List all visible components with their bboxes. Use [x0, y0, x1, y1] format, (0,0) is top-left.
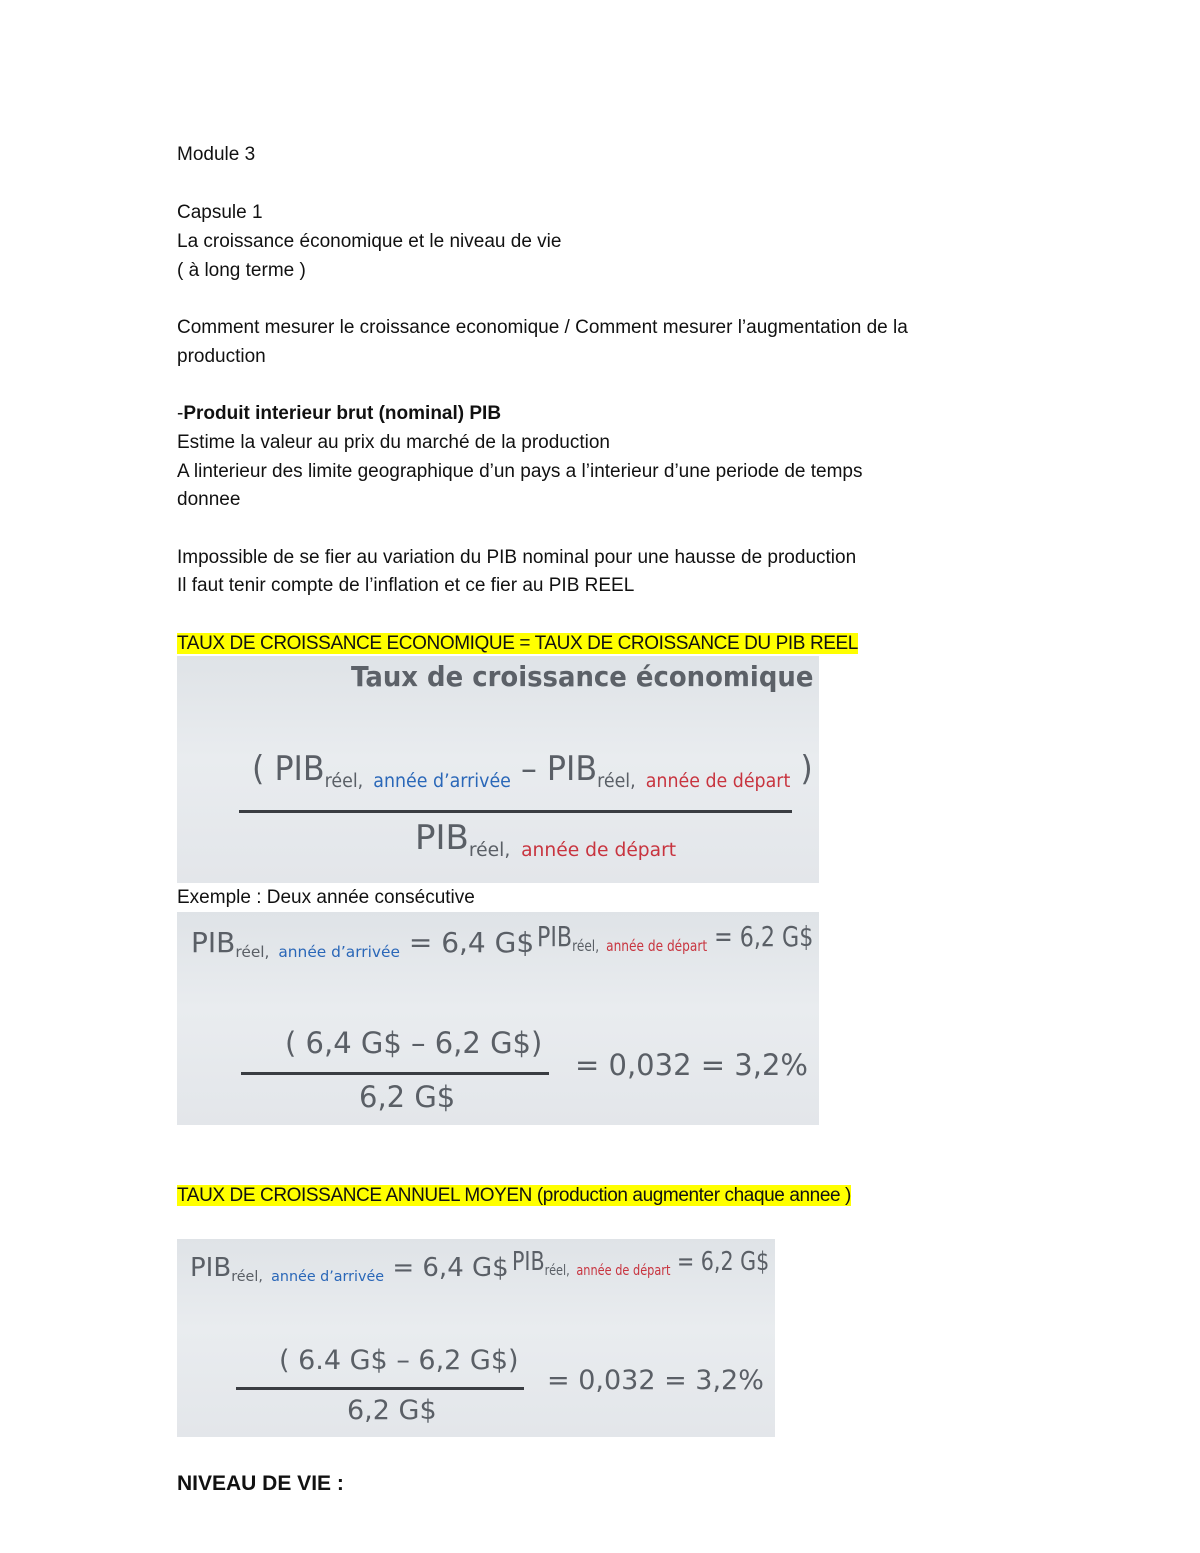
capsule-title: Capsule 1 [177, 202, 263, 223]
example-denominator: 6,2 G$ [359, 1080, 456, 1114]
depart-value-line [512, 1247, 769, 1277]
example-numerator: ( 6,4 G$ – 6,2 G$) [285, 1026, 543, 1060]
pib-label: PIB [274, 749, 325, 789]
formula-title: Taux de croissance économique [351, 660, 814, 693]
fraction-bar [239, 810, 792, 813]
open-paren: ( [252, 749, 265, 789]
highlight-heading-2 [177, 1182, 851, 1210]
arrivee-value: = 6,4 G$ [408, 926, 535, 959]
example-denominator: 6,2 G$ [347, 1395, 437, 1426]
arrivee-value-line [191, 926, 535, 962]
arrivee-label: année d’arrivée [278, 943, 400, 962]
niveau-de-vie-heading: NIVEAU DE VIE : [177, 1472, 344, 1495]
depart-value-line [537, 920, 814, 956]
arrivee-value: = 6,4 G$ [392, 1253, 509, 1283]
fraction-bar [236, 1387, 524, 1390]
depart-label: année de départ [645, 770, 791, 792]
fraction-bar [241, 1072, 549, 1075]
reel-label: réel, [597, 770, 636, 792]
minus-sign: – [520, 749, 537, 789]
question-line-1: Comment mesurer le croissance economique / Comment mesurer l’augmentation de la [177, 317, 908, 338]
pib-dash: - [177, 403, 184, 424]
note-line-2: Il faut tenir compte de l’inflation et ce fier au PIB REEL [177, 575, 635, 596]
highlight-text-1: TAUX DE CROISSANCE ECONOMIQUE = TAUX DE CROISSANCE DU PIB REEL [177, 633, 858, 654]
example-result: = 0,032 = 3,2% [575, 1048, 808, 1082]
pib-heading: Produit interieur brut (nominal) PIB [183, 403, 502, 424]
pib-label: PIB [546, 749, 598, 789]
example-image-2 [177, 1239, 775, 1437]
reel-label: réel, [324, 770, 364, 792]
arrivee-label: année d’arrivée [271, 1269, 385, 1285]
pib-description-2: A linterieur des limite geographique d’un pays a l’interieur d’une periode de temps [177, 461, 863, 482]
arrivee-label: année d’arrivée [373, 770, 511, 792]
note-line-1: Impossible de se fier au variation du PIB nominal pour une hausse de production [177, 547, 857, 568]
highlight-heading-1 [177, 630, 858, 658]
pib-label: PIB [415, 818, 469, 858]
highlight-text-2: TAUX DE CROISSANCE ANNUEL MOYEN (production augmenter chaque annee ) [177, 1185, 851, 1206]
pib-label: PIB [191, 926, 236, 959]
formula-image [177, 656, 819, 883]
reel-label: réel, [544, 1263, 570, 1279]
pib-description-1: Estime la valeur au prix du marché de la production [177, 432, 611, 453]
pib-description-3: donnee [177, 489, 241, 510]
question-line-2: production [177, 346, 266, 367]
reel-label: réel, [468, 839, 511, 861]
depart-label: année de départ [576, 1263, 671, 1279]
reel-label: réel, [231, 1269, 263, 1285]
pib-label: PIB [190, 1253, 232, 1283]
pib-label: PIB [537, 920, 573, 953]
capsule-subject: La croissance économique et le niveau de vie [177, 231, 562, 252]
close-paren: ) [800, 749, 813, 789]
example-result: = 0,032 = 3,2% [547, 1365, 764, 1396]
example-numerator: ( 6.4 G$ – 6,2 G$) [279, 1345, 519, 1376]
example-image-1 [177, 912, 819, 1125]
capsule-term: ( à long terme ) [177, 260, 306, 281]
arrivee-value-line [190, 1253, 509, 1283]
depart-label: année de départ [606, 937, 708, 956]
depart-value: = 6,2 G$ [676, 1247, 770, 1277]
pib-label: PIB [512, 1247, 545, 1277]
formula-denominator [415, 818, 677, 861]
depart-value: = 6,2 G$ [714, 920, 814, 953]
formula-numerator [252, 749, 813, 792]
module-title: Module 3 [177, 144, 256, 165]
example-label: Exemple : Deux année consécutive [177, 887, 475, 908]
pib-heading-line [177, 400, 501, 428]
reel-label: réel, [235, 943, 270, 962]
reel-label: réel, [572, 937, 600, 956]
depart-label: année de départ [521, 839, 677, 861]
